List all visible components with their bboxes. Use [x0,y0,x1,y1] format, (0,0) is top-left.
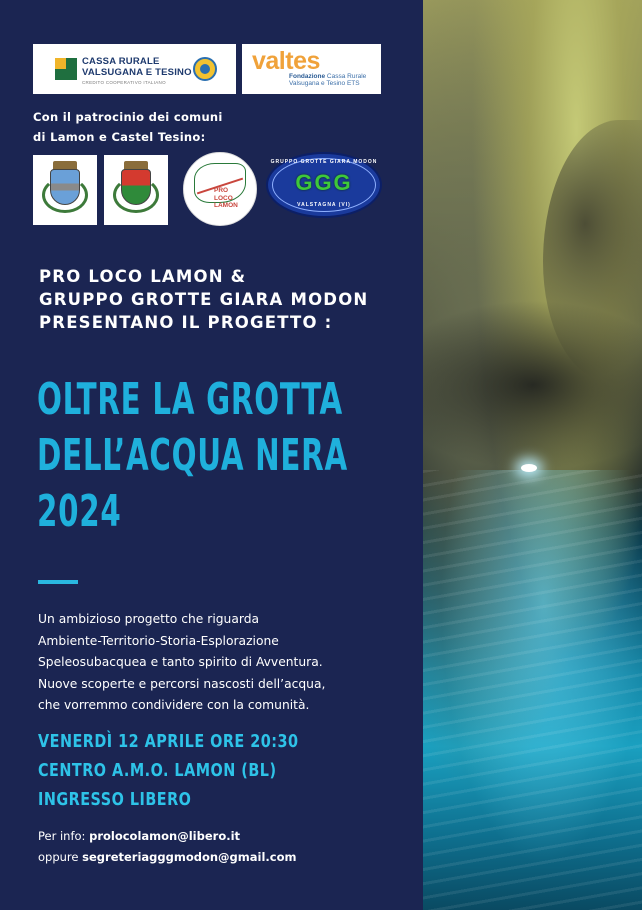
credito-cooperativo-badge-icon [193,57,217,81]
castel-tesino-crest-icon [104,155,168,225]
event-venue: CENTRO A.M.O. LAMON (BL) [38,760,277,781]
crest-shield [50,169,80,205]
ggg-logo-bottom-text: VALSTAGNA (VI) [297,202,351,208]
lamon-crest-icon [33,155,97,225]
valtes-subline: Fondazione Cassa Rurale Valsugana e Tesino ETS [289,73,367,87]
cassa-rurale-subline: CREDITO COOPERATIVO ITALIANO [82,80,166,85]
presenters-heading: PRO LOCO LAMON & GRUPPO GROTTE GIARA MODON PRESENTANO IL PROGETTO : [39,267,369,332]
patronage-text: Con il patrocinio dei comuni di Lamon e Castel Tesino: [33,110,223,144]
ggg-letters: GGG [295,170,353,195]
valtes-wordmark: valtes [252,47,320,75]
cassa-rurale-mark-icon [55,58,77,80]
accent-divider [38,580,78,584]
event-datetime: VENERDÌ 12 APRILE ORE 20:30 [38,731,299,752]
ggg-logo-top-text: GRUPPO GROTTE GIARA MODON [270,159,378,165]
diver-light [521,464,537,472]
cassa-rurale-name: CASSA RURALE VALSUGANA E TESINO [82,56,192,78]
info-label: Per info: [38,829,90,843]
valtes-logo [242,44,381,94]
project-description: Un ambizioso progetto che riguarda Ambiente-Territorio-Storia-Esplorazione Speleosubacquea e tanto spirito di Avventura. Nuove scoperte e percorsi nascosti dell’acqua, che vorremmo condividere con la comunità. [38,612,326,712]
cave-water [423,470,642,910]
cave-photo [423,0,642,910]
crest-shield [121,169,151,205]
alternative-label: oppure [38,850,83,864]
event-title: OLTRE LA GROTTA DELL’ACQUA NERA 2024 [37,374,348,537]
cassa-rurale-logo [33,44,236,94]
ggg-email-link[interactable]: segreteriagggmodon@gmail.com [82,850,297,864]
pro-loco-logo-text: PRO LOCO LAMON [214,187,238,209]
contact-info [38,826,418,868]
pro-loco-lamon-logo [183,152,257,226]
proloco-email-link[interactable]: prolocolamon@libero.it [89,829,241,843]
event-entry: INGRESSO LIBERO [38,789,192,810]
cave-ceiling-shadow [423,300,642,470]
event-details [38,727,342,814]
gruppo-grotte-logo [266,152,382,218]
